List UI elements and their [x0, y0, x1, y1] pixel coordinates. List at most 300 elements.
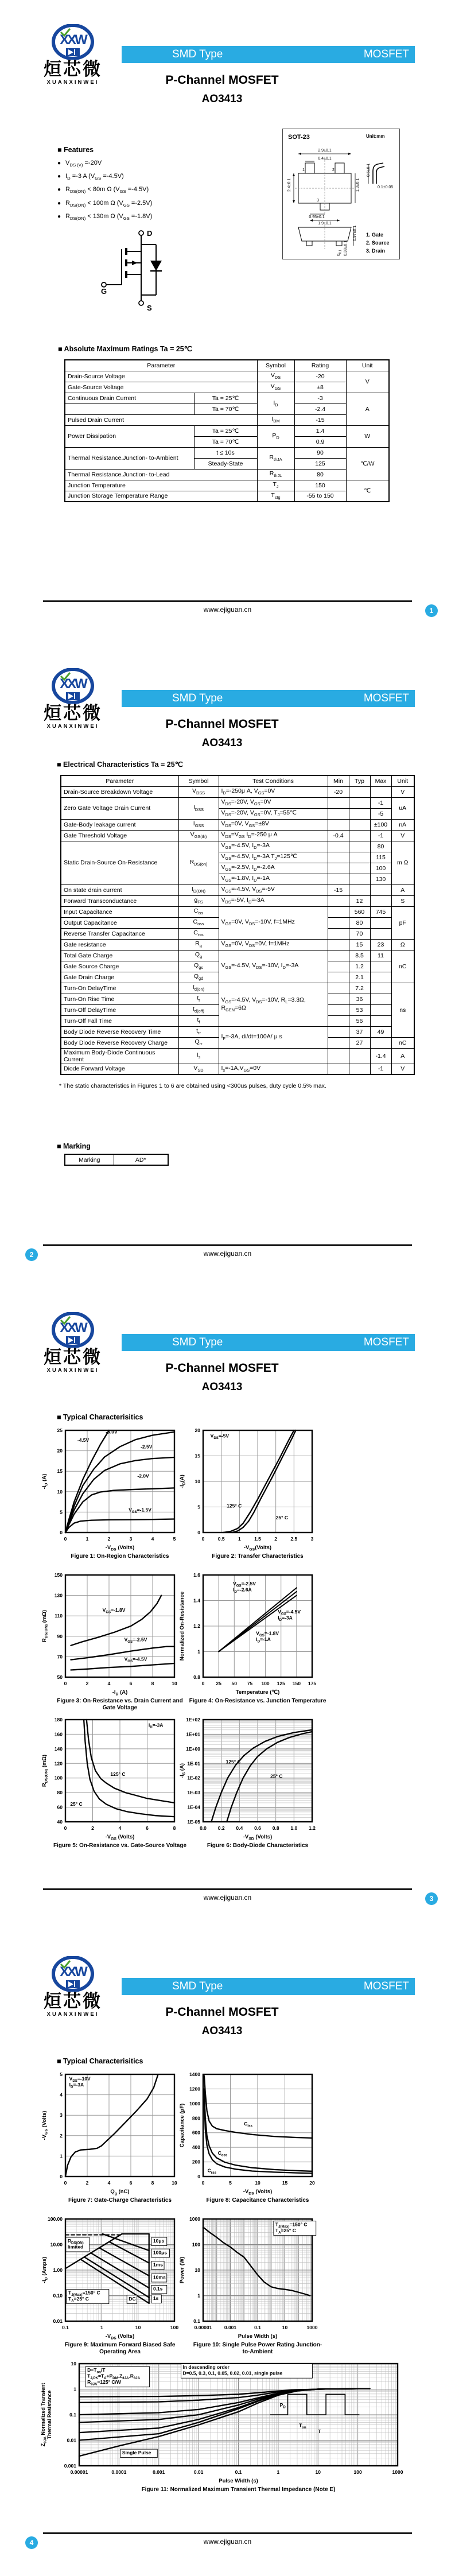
table-cell: -15 — [328, 884, 349, 895]
svg-text:Operating Area: Operating Area — [99, 2349, 141, 2355]
static-note: * The static characteristics in Figures 1 to 6 are obtained using <300us pulses, duty cycle 0.5% max. — [59, 1083, 326, 1089]
table-cell — [328, 1004, 349, 1015]
table-cell: $V_{GS}=-1.8V$, $I_D=-1A$ — [219, 874, 328, 884]
svg-text:1200: 1200 — [189, 2086, 200, 2092]
footer-site-link[interactable]: www.ejiguan.cn — [203, 606, 252, 614]
logo-name-cn: 烜芯微 — [44, 703, 102, 723]
svg-text:Capacitance (pF): Capacitance (pF) — [179, 2103, 185, 2148]
table-cell: $I_{D(ON)}$ — [178, 884, 219, 895]
table-cell — [370, 961, 391, 972]
svg-text:-VDS (Volts): $-V_{DS}$ (Volts) — [105, 1545, 135, 1552]
table-cell — [328, 961, 349, 972]
table-cell: 53 — [349, 1004, 370, 1015]
table-cell: -3 — [294, 393, 346, 404]
svg-text:1000: 1000 — [189, 2216, 200, 2222]
part-number: AO3413 — [201, 737, 243, 749]
svg-text:-ID (A): $-I_D$ (A) — [41, 1473, 49, 1489]
table-cell: $V_{DSS}$ — [178, 786, 219, 797]
svg-text:Gate Voltage: Gate Voltage — [102, 1705, 138, 1711]
svg-text:2.5: 2.5 — [290, 1536, 298, 1542]
table-cell — [328, 895, 349, 906]
table-cell: $R_{thJA}$ — [257, 447, 294, 469]
banner-smd-type: SMD Type — [172, 48, 223, 60]
absolute-maximum-ratings-table — [64, 359, 390, 502]
svg-text:100μs: 100μs — [153, 2249, 168, 2256]
svg-text:8: 8 — [151, 2180, 154, 2186]
svg-text:-VSD (Volts): $-V_{SD}$ (Volts) — [243, 1834, 273, 1841]
table-cell: Total Gate Charge — [61, 950, 178, 961]
svg-text:0.38±0.1: 0.38±0.1 — [344, 240, 348, 256]
table-cell: Turn-On DelayTime — [61, 983, 178, 994]
svg-text:to-Ambient: to-Ambient — [242, 2349, 273, 2355]
header-banner — [122, 46, 415, 63]
svg-text:0.01: 0.01 — [193, 2469, 204, 2475]
table-cell: Continuous Drain Current — [65, 393, 194, 404]
table-cell: $t_{rr}$ — [178, 1026, 219, 1037]
svg-text:3. Drain: 3. Drain — [366, 248, 386, 254]
table-cell: 7.2 — [349, 983, 370, 994]
svg-text:Figure 1: On-Region Characteri: Figure 1: On-Region Characteristics — [71, 1553, 169, 1559]
svg-text:0.00001: 0.00001 — [70, 2469, 88, 2475]
table-cell — [349, 884, 370, 895]
svg-text:Single Pulse: Single Pulse — [122, 2450, 151, 2456]
svg-text:1E-05: 1E-05 — [187, 1819, 200, 1825]
svg-text:1: 1 — [100, 2325, 103, 2330]
table-cell — [370, 1015, 391, 1026]
table-cell: V — [346, 371, 389, 393]
svg-text:1: 1 — [197, 2292, 200, 2299]
table-cell — [328, 874, 349, 884]
svg-text:Figure 11: Normalized Maximum: Figure 11: Normalized Maximum Transient Thermal Impedance (Note E) — [141, 2486, 336, 2493]
table-cell — [328, 1048, 349, 1064]
svg-text:100: 100 — [261, 1681, 270, 1686]
feature-item: ● $R_{DS(ON)} < 100m$ Ω $(V_{GS} =-2.5V)$ — [57, 199, 153, 208]
table-cell: $V_{GS}=-4.5V$, $I_D=-3A$ $T_J=125℃$ — [219, 852, 328, 863]
svg-text:1.9±0.1: 1.9±0.1 — [318, 222, 332, 226]
table-cell: Ta = 70℃ — [194, 404, 257, 414]
table-cell: pF — [391, 906, 414, 939]
banner-mosfet: MOSFET — [363, 48, 409, 60]
svg-text:VGS=-1.5V: $V_{GS}=-1.5V$ — [129, 1507, 151, 1515]
table-cell — [328, 1037, 349, 1048]
svg-text:4: 4 — [151, 1536, 154, 1542]
svg-text:VDS=-10V: $V_{DS}=-10V$ — [69, 2075, 91, 2084]
table-cell: 15 — [349, 939, 370, 950]
table-cell: V — [391, 830, 414, 841]
table-cell: 23 — [370, 939, 391, 950]
table-cell — [328, 1064, 349, 1074]
table-cell: Marking — [65, 1154, 114, 1165]
svg-text:1: 1 — [85, 1536, 89, 1542]
table-cell: m Ω — [391, 841, 414, 884]
svg-text:15: 15 — [282, 2180, 288, 2186]
logo-mark-icon — [50, 668, 95, 704]
page-1 — [0, 0, 455, 644]
svg-text:1.0: 1.0 — [290, 1825, 298, 1831]
footer-site-link[interactable]: www.ejiguan.cn — [203, 2538, 252, 2546]
table-cell: ns — [391, 983, 414, 1037]
banner-mosfet: MOSFET — [363, 1980, 409, 1992]
svg-text:0.10: 0.10 — [53, 2292, 63, 2299]
table-cell: $I_s$ — [178, 1048, 219, 1064]
svg-text:25° C: 25° C — [270, 1773, 283, 1779]
svg-text:2: 2 — [91, 1825, 94, 1831]
svg-text:-2.0V: -2.0V — [137, 1473, 149, 1479]
svg-text:1.2: 1.2 — [309, 1825, 316, 1831]
part-title: P-Channel MOSFET — [165, 1361, 279, 1375]
svg-text:2.4±0.1: 2.4±0.1 — [287, 178, 291, 192]
svg-text:1.00: 1.00 — [53, 2267, 63, 2273]
table-cell — [328, 852, 349, 863]
svg-text:25° C: 25° C — [275, 1514, 289, 1520]
table-cell: S — [391, 895, 414, 906]
table-cell: Gate Source Charge — [61, 961, 178, 972]
figure-2 — [177, 1425, 339, 1573]
table-cell: $V_{DS}$ — [257, 371, 294, 382]
svg-text:600: 600 — [192, 2129, 200, 2136]
logo-letters: XXW — [60, 1320, 86, 1336]
part-title: P-Channel MOSFET — [165, 2005, 279, 2019]
svg-text:Figure 8: Capacitance Characte: Figure 8: Capacitance Characteristics — [206, 2197, 309, 2203]
table-cell: 100 — [370, 863, 391, 874]
svg-text:Figure 3: On-Resistance vs. Dr: Figure 3: On-Resistance vs. Drain Current and — [57, 1698, 183, 1704]
svg-text:-2.5V: -2.5V — [141, 1444, 153, 1450]
svg-text:10.00: 10.00 — [50, 2241, 63, 2248]
logo-letters: XXW — [60, 32, 86, 48]
table-cell: 80 — [349, 917, 370, 928]
svg-text:3: 3 — [310, 1536, 314, 1542]
table-cell: Diode Forward Voltage — [61, 1064, 178, 1074]
table-cell: 36 — [349, 994, 370, 1004]
svg-text:125° C: 125° C — [227, 1503, 242, 1509]
table-cell: Steady-State — [194, 458, 257, 469]
table-cell: $V_{GS}=-2.5V$, $I_D=-2.6A$ — [219, 863, 328, 874]
svg-text:RθJA=125° C/W: $R_{\theta JA}=125^\circ$ C/W — [87, 2379, 121, 2387]
table-cell — [328, 797, 349, 808]
abs-max-title: ■ Absolute Maximum Ratings Ta = 25℃ — [58, 345, 192, 353]
table-cell — [349, 808, 370, 819]
svg-text:-VGS (Volts): $-V_{GS}$ (Volts) — [41, 2111, 49, 2140]
figure-6 — [177, 1714, 339, 1863]
marking-table — [64, 1154, 169, 1166]
svg-text:40: 40 — [57, 1819, 63, 1825]
table-cell: Ω — [391, 939, 414, 950]
svg-text:140: 140 — [54, 1745, 63, 1752]
svg-text:TA=25° C: $T_A=25^\circ$ C — [68, 2296, 89, 2303]
svg-text:125: 125 — [277, 1681, 285, 1686]
footer-divider — [43, 2532, 412, 2534]
feature-item: ● $R_{DS(ON)} < 130m$ Ω $(V_{GS} =-1.8V)$ — [57, 212, 153, 221]
svg-text:0: 0 — [64, 2180, 67, 2186]
svg-text:15: 15 — [57, 1468, 63, 1475]
table-cell: 80 — [370, 841, 391, 852]
svg-text:4: 4 — [60, 2092, 63, 2098]
table-cell: Thermal Resistance.Junction- to-Ambient — [65, 447, 194, 469]
svg-text:0.4±0.1: 0.4±0.1 — [318, 157, 332, 161]
table-cell: $V_{DS}=-20V$, $V_{GS}=0V$ — [219, 797, 328, 808]
table-cell — [349, 819, 370, 830]
table-cell: 90 — [294, 447, 346, 458]
svg-text:120: 120 — [54, 1760, 63, 1767]
svg-text:2: 2 — [85, 1681, 89, 1686]
svg-text:150: 150 — [54, 1572, 63, 1578]
table-cell — [370, 917, 391, 928]
table-cell — [328, 863, 349, 874]
svg-text:1000: 1000 — [306, 2325, 318, 2330]
table-cell: Unit — [391, 775, 414, 786]
footer-site-link[interactable]: www.ejiguan.cn — [203, 1250, 252, 1258]
footer-site-link[interactable]: www.ejiguan.cn — [203, 1894, 252, 1902]
table-cell: $t_{d(off)}$ — [178, 1004, 219, 1015]
table-cell: $V_{GS}=-4.5V$, $V_{DS}=-10V$, $I_D=-3A$ — [219, 950, 328, 983]
table-cell — [328, 819, 349, 830]
logo-name-cn: 烜芯微 — [44, 1347, 102, 1367]
svg-text:1E-02: 1E-02 — [187, 1775, 200, 1781]
svg-text:10: 10 — [57, 1488, 63, 1495]
table-cell: Thermal Resistance.Junction- to-Lead — [65, 469, 257, 480]
table-cell: 37 — [349, 1026, 370, 1037]
table-cell — [349, 852, 370, 863]
svg-text:130: 130 — [54, 1592, 63, 1599]
svg-text:TJ,PK=TA+PDM.ZθJA.RθJA: $T_{J,PK}=T_A+P_{DM}.Z_{\theta JA}.R_{\theta JA}$ — [87, 2373, 141, 2381]
header-banner — [122, 690, 415, 707]
table-cell — [349, 863, 370, 874]
svg-text:50: 50 — [231, 1681, 238, 1686]
part-number: AO3413 — [201, 2025, 243, 2037]
table-cell: $T_{stg}$ — [257, 491, 294, 502]
svg-text:-VGS(Volts): $-V_{GS}(Volts)$ — [243, 1545, 272, 1552]
table-cell — [370, 895, 391, 906]
svg-text:2. Source: 2. Source — [366, 240, 390, 246]
logo-name-cn: 烜芯微 — [44, 1991, 102, 2011]
svg-text:25° C: 25° C — [70, 1801, 83, 1807]
svg-text:Thermal Resistance: Thermal Resistance — [46, 2390, 52, 2439]
table-cell: Input Capacitance — [61, 906, 178, 917]
svg-text:0: 0 — [201, 2180, 205, 2186]
svg-text:1: 1 — [73, 2386, 76, 2392]
table-cell: $V_{GS}=0V$, $V_{DS}=-10V$, f=1MHz — [219, 906, 328, 939]
table-cell: Static Drain-Source On-Resistance — [61, 841, 178, 884]
svg-text:1.2: 1.2 — [193, 1623, 200, 1629]
svg-text:10: 10 — [135, 2325, 141, 2330]
table-cell: Power Dissipation — [65, 425, 194, 447]
table-cell: -5 — [370, 808, 391, 819]
svg-text:0.1: 0.1 — [69, 2412, 76, 2418]
svg-text:1: 1 — [238, 1536, 241, 1542]
svg-text:100: 100 — [54, 1775, 63, 1781]
svg-text:15: 15 — [195, 1453, 200, 1459]
logo-letters: XXW — [60, 676, 86, 692]
svg-text:0.01: 0.01 — [67, 2437, 76, 2443]
svg-text:Unit:mm: Unit:mm — [366, 134, 385, 139]
table-cell — [349, 874, 370, 884]
svg-text:TA=25° C: $T_A=25^\circ$ C — [275, 2228, 296, 2235]
feature-item: ● $R_{DS(ON)} < 80m$ Ω $(V_{GS} =-4.5V)$ — [57, 186, 149, 195]
svg-text:100: 100 — [353, 2469, 362, 2475]
table-cell: Pulsed Drain Current — [65, 414, 257, 425]
table-cell: V — [391, 786, 414, 797]
table-cell: AD* — [114, 1154, 168, 1165]
table-cell: $C_{oss}$ — [178, 917, 219, 928]
table-cell: Typ — [349, 775, 370, 786]
table-cell: t ≤ 10s — [194, 447, 257, 458]
table-cell: $t_{d(on)}$ — [178, 983, 219, 994]
feature-item: ● $I_D =-3$ A $(V_{GS} =-4.5V)$ — [57, 173, 124, 181]
svg-text:4: 4 — [118, 1825, 122, 1831]
svg-text:0.97±0.1: 0.97±0.1 — [353, 225, 357, 241]
table-cell: 560 — [349, 906, 370, 917]
page-number-badge: 4 — [25, 2536, 38, 2549]
footer-divider — [43, 1888, 412, 1890]
svg-text:ID=-3A: $I_D=-3A$ — [69, 2082, 84, 2089]
table-cell: -1 — [370, 830, 391, 841]
svg-text:0: 0 — [201, 1681, 205, 1686]
svg-text:1E-03: 1E-03 — [187, 1790, 200, 1796]
table-cell: -1.4 — [370, 1048, 391, 1064]
table-cell: $C_{iss}$ — [178, 906, 219, 917]
svg-text:1: 1 — [302, 168, 305, 172]
electrical-characteristics-table — [60, 775, 415, 1075]
table-cell: $I_s=-1A,V_{GS}=0V$ — [219, 1064, 328, 1074]
svg-text:0.1s: 0.1s — [153, 2286, 163, 2292]
svg-text:1ms: 1ms — [153, 2261, 163, 2268]
table-cell: $Q_{gd}$ — [178, 972, 219, 983]
svg-text:10: 10 — [195, 1479, 200, 1484]
table-cell: $t_r$ — [178, 994, 219, 1004]
svg-text:00.1: $0_{0.1}$ — [337, 250, 343, 256]
logo-name-en: XUANXINWEI — [46, 2011, 99, 2018]
logo-mark-icon — [50, 1956, 95, 1992]
table-cell: On state drain current — [61, 884, 178, 895]
table-cell — [328, 939, 349, 950]
svg-text:In descending order: In descending order — [182, 2364, 230, 2371]
logo-name-cn: 烜芯微 — [44, 59, 102, 79]
table-cell — [370, 1037, 391, 1048]
svg-text:1E+02: 1E+02 — [186, 1717, 200, 1722]
svg-text:110: 110 — [55, 1613, 63, 1619]
table-cell — [328, 906, 349, 917]
svg-text:10ms: 10ms — [153, 2274, 166, 2280]
table-cell: 150 — [294, 480, 346, 491]
table-cell: ±8 — [294, 382, 346, 393]
svg-text:Normalized On-Resistance: Normalized On-Resistance — [179, 1591, 185, 1661]
table-cell: Reverse Transfer Capacitance — [61, 928, 178, 939]
table-cell: Min — [328, 775, 349, 786]
svg-text:0: 0 — [197, 2174, 200, 2179]
table-cell: Ta = 70℃ — [194, 436, 257, 447]
table-cell: $I_{DM}$ — [257, 414, 294, 425]
part-title: P-Channel MOSFET — [165, 717, 279, 731]
table-cell: 56 — [349, 1015, 370, 1026]
table-cell: ℃ — [346, 480, 389, 502]
svg-text:10: 10 — [71, 2361, 76, 2366]
table-cell: Body Diode Reverse Recovery Charge — [61, 1037, 178, 1048]
table-cell: A — [391, 884, 414, 895]
svg-text:5: 5 — [60, 2071, 63, 2077]
footer-divider — [43, 600, 412, 602]
svg-text:Pulse Width (s): Pulse Width (s) — [238, 2333, 278, 2340]
table-cell: Turn-Off Fall Time — [61, 1015, 178, 1026]
table-cell: Gate resistance — [61, 939, 178, 950]
banner-smd-type: SMD Type — [172, 692, 223, 704]
table-cell: -2.4 — [294, 404, 346, 414]
svg-text:3: 3 — [60, 2112, 63, 2119]
logo-name-en: XUANXINWEI — [46, 723, 99, 730]
header-banner — [122, 1334, 415, 1351]
table-cell: V — [391, 1064, 414, 1074]
svg-text:-ID (Amps): $-I_D$ (Amps) — [41, 2256, 49, 2284]
table-cell: $C_{rss}$ — [178, 928, 219, 939]
svg-text:0.001: 0.001 — [224, 2325, 237, 2330]
table-cell — [349, 786, 370, 797]
page-4 — [0, 1932, 455, 2576]
svg-text:ID=-3A: $I_D=-3A$ — [278, 1615, 293, 1622]
svg-text:4: 4 — [107, 1681, 111, 1686]
table-cell: $Q_{gs}$ — [178, 961, 219, 972]
table-cell: nC — [391, 950, 414, 983]
table-cell: Zero Gate Voltage Drain Current — [61, 797, 178, 819]
svg-text:200: 200 — [192, 2159, 200, 2165]
page-number-badge: 3 — [425, 1892, 438, 1905]
table-cell: 8.5 — [349, 950, 370, 961]
svg-text:1s: 1s — [153, 2295, 159, 2301]
svg-text:2: 2 — [274, 1536, 278, 1542]
feature-item: ● $V_{DS (V)} =-20V$ — [57, 160, 102, 168]
table-cell: Junction Storage Temperature Range — [65, 491, 257, 502]
page-number-badge: 1 — [425, 604, 438, 617]
svg-text:0.95±0.1: 0.95±0.1 — [309, 215, 325, 219]
typical-title-1: ■ Typical Characterisitics — [57, 1413, 143, 1421]
table-cell — [65, 404, 194, 414]
table-cell: 1.2 — [349, 961, 370, 972]
svg-text:-3.0V: -3.0V — [106, 1429, 118, 1435]
table-cell: 130 — [370, 874, 391, 884]
svg-text:SOT-23: SOT-23 — [288, 134, 310, 141]
svg-text:5: 5 — [173, 1536, 176, 1542]
svg-text:RDS(ON): $R_{DS(ON)}$ — [67, 2237, 84, 2245]
svg-text:0: 0 — [201, 1536, 205, 1542]
table-cell: 2.1 — [349, 972, 370, 983]
svg-text:2: 2 — [85, 2180, 89, 2186]
svg-text:Qg (nC): $Q_g$ (nC) — [110, 2189, 130, 2196]
footer-divider — [43, 1244, 412, 1246]
svg-text:Ciss: $C_{iss}$ — [244, 2121, 252, 2128]
svg-text:20: 20 — [195, 1427, 200, 1433]
figure-4 — [177, 1569, 339, 1718]
svg-text:8: 8 — [173, 1825, 176, 1831]
table-cell: $V_{DS}=-5V$, $I_D=-3A$ — [219, 895, 328, 906]
table-cell: Parameter — [65, 360, 257, 371]
svg-text:-VDS (Volts): $-V_{DS}$ (Volts) — [243, 2189, 273, 2196]
svg-text:Figure 5: On-Resistance vs. Ga: Figure 5: On-Resistance vs. Gate-Source Voltage — [53, 1842, 187, 1849]
table-cell — [349, 797, 370, 808]
table-cell: Parameter — [61, 775, 178, 786]
svg-text:10: 10 — [195, 2267, 200, 2273]
part-title: P-Channel MOSFET — [165, 73, 279, 87]
table-cell — [328, 1015, 349, 1026]
svg-text:0.5: 0.5 — [217, 1536, 225, 1542]
table-cell — [370, 884, 391, 895]
table-cell: $I_D$ — [257, 393, 294, 414]
logo-letters: XXW — [60, 1964, 86, 1980]
features-list — [57, 160, 152, 226]
svg-text:1000: 1000 — [392, 2469, 403, 2475]
table-cell: Turn-Off DelayTime — [61, 1004, 178, 1015]
logo-name-en: XUANXINWEI — [46, 1367, 99, 1374]
company-logo — [30, 1956, 116, 2018]
page-3 — [0, 1288, 455, 1932]
table-cell: $V_{GS}=-4.5V$, $V_{DS}=-10V$, $R_L=3.3\Omega$, $R_{GEN}=6\Omega$ — [219, 983, 328, 1026]
